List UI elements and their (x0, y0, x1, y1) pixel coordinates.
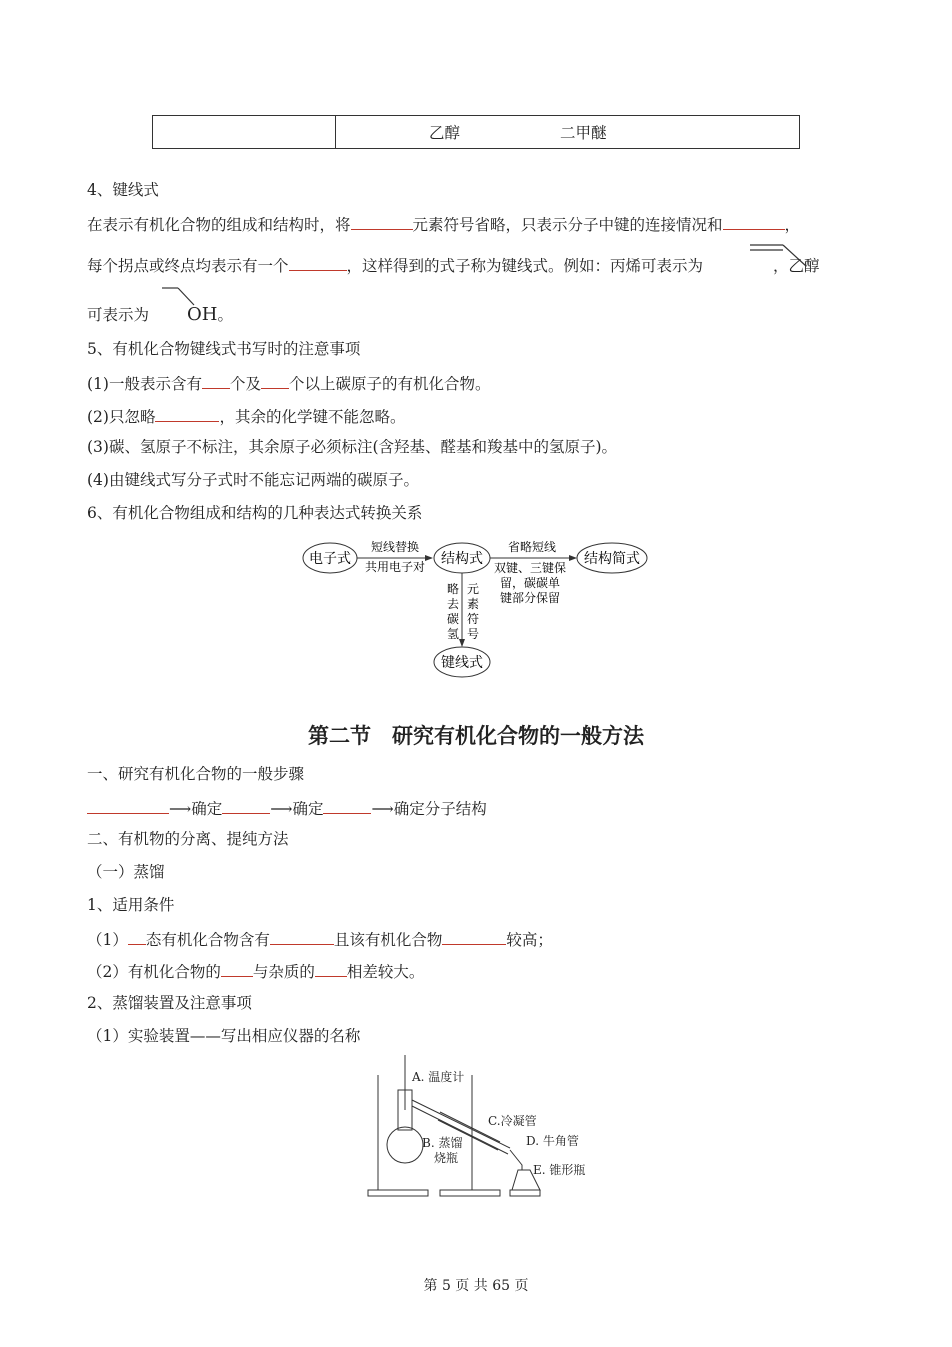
blank[interactable] (323, 797, 371, 814)
blank[interactable] (155, 405, 219, 422)
blank[interactable] (270, 928, 334, 945)
heading: 一、研究有机化合物的一般步骤 (87, 765, 305, 783)
svg-text:省略短线: 省略短线 (507, 540, 557, 554)
blank[interactable] (128, 928, 146, 945)
svg-text:短线替换: 短线替换 (370, 540, 420, 554)
svg-text:键部分保留: 键部分保留 (499, 591, 561, 605)
svg-text:氢: 氢 (446, 627, 460, 641)
svg-text:碳: 碳 (446, 612, 460, 626)
steps-line: ⟶确定 ⟶确定 ⟶确定分子结构 (87, 797, 487, 819)
blank[interactable] (315, 960, 347, 977)
blank[interactable] (87, 797, 169, 814)
heading: （1）实验装置——写出相应仪器的名称 (87, 1027, 361, 1045)
note-1: (1)一般表示含有 个及 个以上碳原子的有机化合物。 (87, 372, 491, 394)
para-line: 在表示有机化合物的组成和结构时，将 元素符号省略，只表示分子中键的连接情况和 ， (87, 213, 800, 235)
svg-text:略: 略 (446, 582, 460, 596)
propene-skeletal-formula (748, 240, 818, 270)
svg-text:E. 锥形瓶: E. 锥形瓶 (533, 1163, 586, 1177)
svg-text:D. 牛角管: D. 牛角管 (526, 1134, 579, 1148)
svg-text:A. 温度计: A. 温度计 (412, 1070, 465, 1084)
page-footer: 第 5 页 共 65 页 (423, 1278, 529, 1294)
blank[interactable] (202, 372, 230, 389)
svg-text:素: 素 (466, 597, 480, 611)
node-electron-formula: 电子式 (309, 551, 351, 567)
blank[interactable] (221, 960, 253, 977)
svg-text:共用电子对: 共用电子对 (364, 560, 426, 574)
heading: 二、有机物的分离、提纯方法 (87, 830, 289, 848)
distillation-apparatus-figure (350, 1050, 610, 1210)
svg-text:B. 蒸馏: B. 蒸馏 (422, 1136, 463, 1150)
node-structural-formula: 结构式 (441, 551, 483, 567)
heading-4: 4、键线式 (87, 181, 159, 199)
node-skeletal-formula: 键线式 (441, 655, 483, 671)
comparison-table-fragment: 乙醇 二甲醚 (152, 115, 800, 149)
condition-2: （2）有机化合物的 与杂质的 相差较大。 (87, 960, 424, 982)
heading: 2、蒸馏装置及注意事项 (87, 994, 252, 1012)
condition-1: （1） 态有机化合物含有 且该有机化合物 较高； (87, 928, 553, 950)
section-title: 第二节 研究有机化合物的一般方法 (308, 724, 644, 748)
node-condensed-formula: 结构简式 (584, 551, 640, 567)
svg-text:留，碳碳单: 留，碳碳单 (499, 576, 561, 590)
svg-text:烧瓶: 烧瓶 (434, 1151, 459, 1165)
note-3: (3)碳、氢原子不标注，其余原子必须标注(含羟基、醛基和羧基中的氢原子)。 (87, 438, 618, 456)
svg-text:双键、三键保: 双键、三键保 (493, 561, 567, 575)
heading-6: 6、有机化合物组成和结构的几种表达式转换关系 (87, 504, 423, 522)
svg-text:去: 去 (446, 597, 460, 611)
para-line: 可表示为 OH。 (87, 304, 233, 325)
blank[interactable] (222, 797, 270, 814)
blank[interactable] (723, 213, 785, 230)
blank[interactable] (351, 213, 413, 230)
heading-5: 5、有机化合物键线式书写时的注意事项 (87, 340, 361, 358)
svg-text:元: 元 (466, 582, 480, 596)
para-line: 每个拐点或终点均表示有一个 ，这样得到的式子称为键线式。例如：丙烯可表示为 ，乙醇 (87, 254, 820, 276)
blank[interactable] (261, 372, 289, 389)
svg-text:C.冷凝管: C.冷凝管 (488, 1114, 537, 1128)
svg-text:符: 符 (466, 612, 480, 626)
heading: （一）蒸馏 (87, 863, 165, 881)
heading: 1、适用条件 (87, 896, 175, 914)
conversion-diagram (290, 530, 660, 680)
blank[interactable] (442, 928, 506, 945)
blank[interactable] (289, 254, 347, 271)
note-2: (2)只忽略 ，其余的化学键不能忽略。 (87, 405, 405, 427)
note-4: (4)由键线式写分子式时不能忘记两端的碳原子。 (87, 471, 419, 489)
svg-text:号: 号 (466, 627, 480, 641)
